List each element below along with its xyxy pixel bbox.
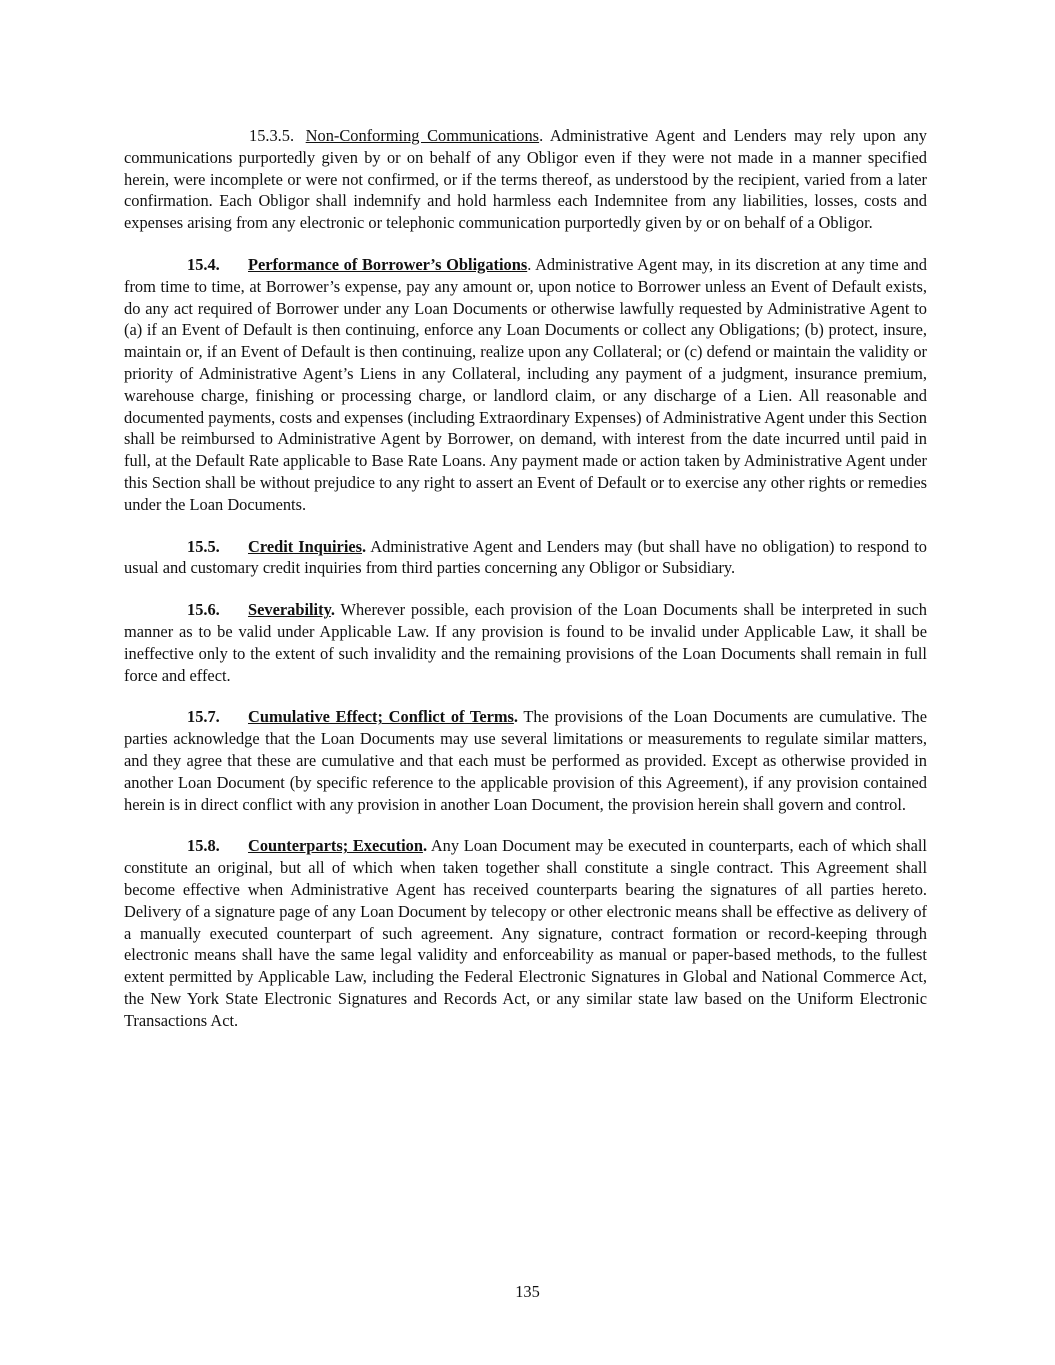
section-body: Administrative Agent and Lenders may (but shall have no obligation) to respond to usual and customary credit inquiries from third parties concerning any Obligor or Subsidiary. (124, 536, 927, 578)
section-number: 15.4. (187, 254, 220, 274)
section-number: 15.3.5. (249, 126, 295, 145)
section-body: Administrative Agent and Lenders may rely upon any communications purportedly given by or on behalf of any Obligor even if they were not made in a manner specified herein, were incomplete or were not confirmed, or if the terms thereof, as understood by the recipient, varied from a later confirmation. Each Obligor shall indemnify and hold harmless each Indemnitee from any liabilities, losses, costs and expenses arising from any electronic or telephonic communication purportedly given by or on behalf of a Obligor. (124, 126, 927, 233)
section-body: Administrative Agent may, in its discretion at any time and from time to time, at Borrower’s expense, pay any amount or, upon notice to Borrower unless an Event of Default exists, do any act required of Borrower under any Loan Documents or otherwise lawfully requested by Administrative Agent to (a) if an Event of Default is then continuing, enforce any Loan Documents or collect any Obligations; (b) protect, insure, maintain or, if an Event of Default is then continuing, realize upon any Collateral; or (c) defend or maintain the validity or priority of Administrative Agent’s Liens in any Collateral, including any payment of a judgment, insurance premium, warehouse charge, finishing or processing charge, or landlord claim, or any discharge of a Lien. All reasonable and documented payments, costs and expenses (including Extraordinary Expenses) of Administrative Agent under this Section shall be reimbursed to Administrative Agent by Borrower, on demand, with interest from the date incurred until paid in full, at the Default Rate applicable to Base Rate Loans. Any payment made or action taken by Administrative Agent under this Section shall be without prejudice to any right to assert an Event of Default or to exercise any other rights or remedies under the Loan Documents. (124, 254, 927, 514)
section-15-4 (124, 254, 927, 516)
section-title: Counterparts; Execution (248, 836, 423, 856)
section-number: 15.8. (187, 836, 220, 856)
section-body: The provisions of the Loan Documents are cumulative. The parties acknowledge that the Loan Documents may use several limitations or measurements to regulate similar matters, and they agree that these are cumulative and that each must be performed as provided. Except as otherwise provided in another Loan Document (by specific reference to the applicable provision of this Agreement), if any provision contained herein is in direct conflict with any provision in another Loan Document, the provision herein shall govern and control. (124, 707, 927, 814)
section-title: Non-Conforming Communications (305, 126, 540, 145)
section-title-punct: . (422, 836, 428, 856)
section-15-6 (124, 599, 927, 686)
section-15-3-5 (124, 125, 927, 234)
section-body: Wherever possible, each provision of the Loan Documents shall be interpreted in such manner as to be valid under Applicable Law. If any provision is found to be invalid under Applicable Law, it shall be ineffective only to the extent of such invalidity and the remaining provisions of the Loan Documents shall remain in full force and effect. (124, 600, 927, 685)
section-title-punct: . (527, 254, 532, 274)
section-number: 15.5. (187, 536, 220, 556)
document-page (124, 125, 927, 1051)
section-15-7 (124, 706, 927, 815)
section-title: Credit Inquiries (248, 536, 363, 556)
section-number: 15.6. (187, 600, 220, 620)
section-title: Severability (248, 600, 331, 620)
section-number: 15.7. (187, 707, 220, 727)
section-title: Performance of Borrower’s Obligations (248, 254, 528, 274)
section-title-punct: . (539, 126, 544, 145)
section-15-8 (124, 835, 927, 1031)
page-number: 135 (515, 1282, 540, 1301)
section-title: Cumulative Effect; Conflict of Terms (248, 707, 514, 727)
section-15-5 (124, 536, 927, 580)
section-body: Any Loan Document may be executed in counterparts, each of which shall constitute an original, but all of which when taken together shall constitute a single contract. This Agreement shall become effective when Administrative Agent has received counterparts bearing the signatures of all parties hereto. Delivery of a signature page of any Loan Document by telecopy or other electronic means shall be effective as delivery of a manually executed counterpart of such agreement. Any signature, contract formation or record-keeping through electronic means shall have the same legal validity and enforceability as manual or paper-based methods, to the fullest extent permitted by Applicable Law, including the Federal Electronic Signatures in Global and National Commerce Act, the New York State Electronic Signatures and Records Act, or any similar state law based on the Uniform Electronic Transactions Act. (124, 836, 927, 1030)
section-title-punct: . (362, 536, 367, 556)
section-title-punct: . (330, 600, 335, 620)
section-title-punct: . (513, 707, 519, 727)
